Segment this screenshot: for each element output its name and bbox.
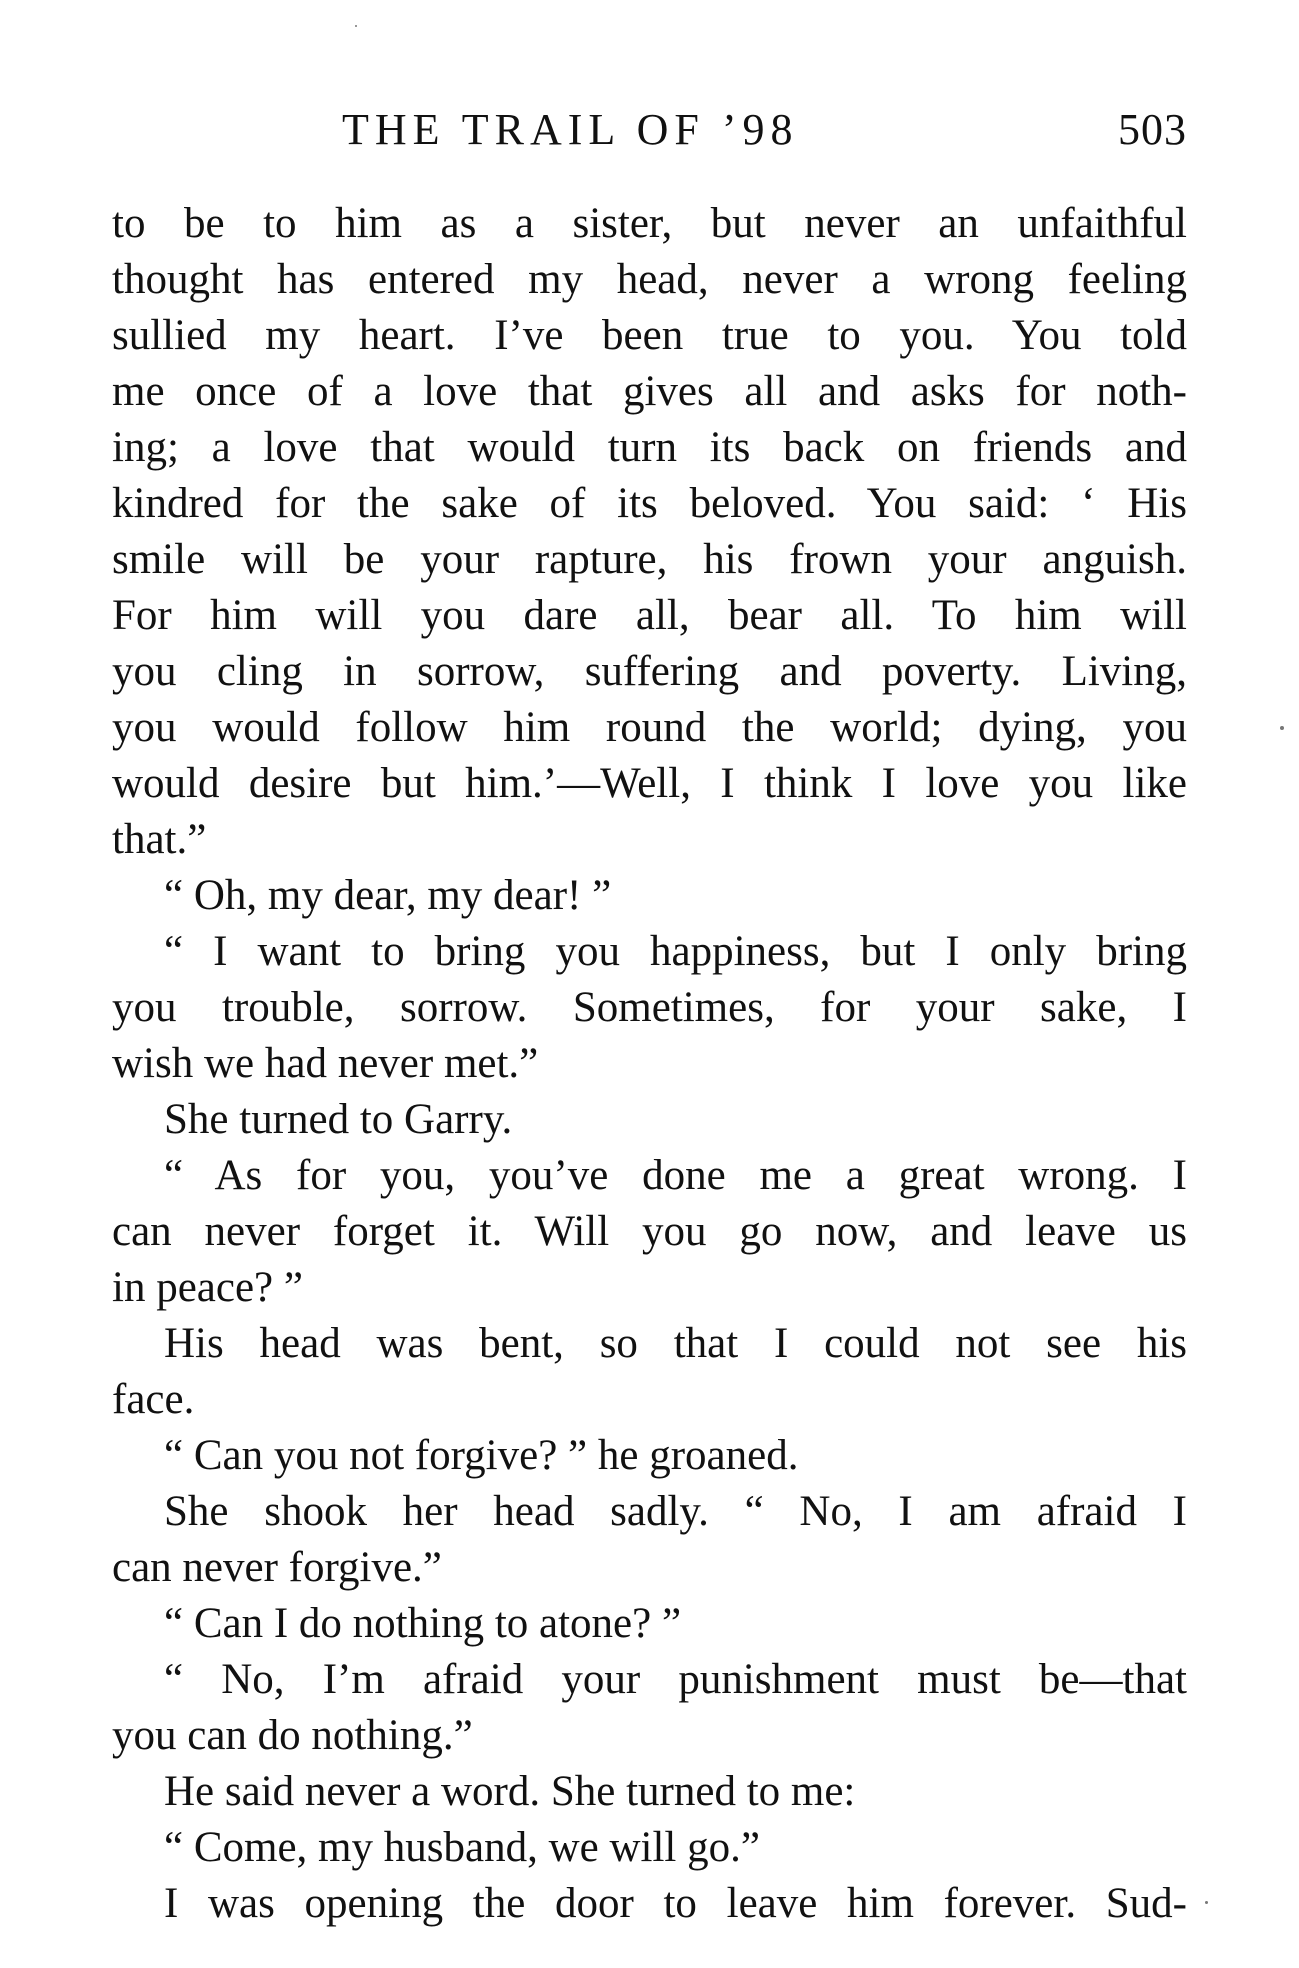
text-line: “ Can I do nothing to atone? ” — [164, 1600, 682, 1647]
running-header — [112, 100, 1187, 170]
text-line: you can do nothing.” — [112, 1712, 473, 1759]
text-line: His head was bent, so that I could not see his — [164, 1320, 1187, 1367]
text-line: would desire but him.’—Well, I think I love you like — [112, 760, 1187, 807]
text-line: ing; a love that would turn its back on friends and — [112, 424, 1187, 471]
text-line: For him will you dare all, bear all. To him will — [112, 592, 1187, 639]
text-line: thought has entered my head, never a wrong feeling — [112, 256, 1187, 303]
text-line: “ Oh, my dear, my dear! ” — [164, 872, 612, 919]
text-line: can never forget it. Will you go now, and leave us — [112, 1208, 1187, 1255]
text-line: “ Can you not forgive? ” he groaned. — [164, 1432, 799, 1479]
text-line: “ Come, my husband, we will go.” — [164, 1824, 760, 1871]
text-line: She shook her head sadly. “ No, I am afraid I — [164, 1488, 1187, 1535]
text-line: She turned to Garry. — [164, 1096, 513, 1143]
text-line: in peace? ” — [112, 1264, 303, 1311]
text-line: “ As for you, you’ve done me a great wrong. I — [164, 1152, 1187, 1199]
text-line: to be to him as a sister, but never an unfaithful — [112, 200, 1187, 247]
scan-speck — [1280, 726, 1284, 730]
text-line: you trouble, sorrow. Sometimes, for your sake, I — [112, 984, 1187, 1031]
text-line: kindred for the sake of its beloved. You said: ‘ His — [112, 480, 1187, 527]
text-line: smile will be your rapture, his frown your anguish. — [112, 536, 1187, 583]
running-title: THE TRAIL OF ’98 — [342, 105, 799, 154]
scan-speck — [355, 25, 357, 27]
text-line: I was opening the door to leave him forever. Sud- — [164, 1880, 1187, 1927]
text-line: face. — [112, 1376, 195, 1423]
text-line: “ I want to bring you happiness, but I only bring — [164, 928, 1187, 975]
text-line: sullied my heart. I’ve been true to you. You told — [112, 312, 1187, 359]
text-line: that.” — [112, 816, 207, 863]
text-line: me once of a love that gives all and asks for noth- — [112, 368, 1187, 415]
text-line: He said never a word. She turned to me: — [164, 1768, 856, 1815]
text-line: can never forgive.” — [112, 1544, 442, 1591]
scan-speck — [1205, 1901, 1208, 1904]
text-line: you would follow him round the world; dying, you — [112, 704, 1187, 751]
text-line: “ No, I’m afraid your punishment must be—that — [164, 1656, 1187, 1703]
text-line: you cling in sorrow, suffering and poverty. Living, — [112, 648, 1187, 695]
body-text — [112, 196, 1187, 1932]
text-line: wish we had never met.” — [112, 1040, 539, 1087]
page-number: 503 — [1118, 105, 1187, 154]
